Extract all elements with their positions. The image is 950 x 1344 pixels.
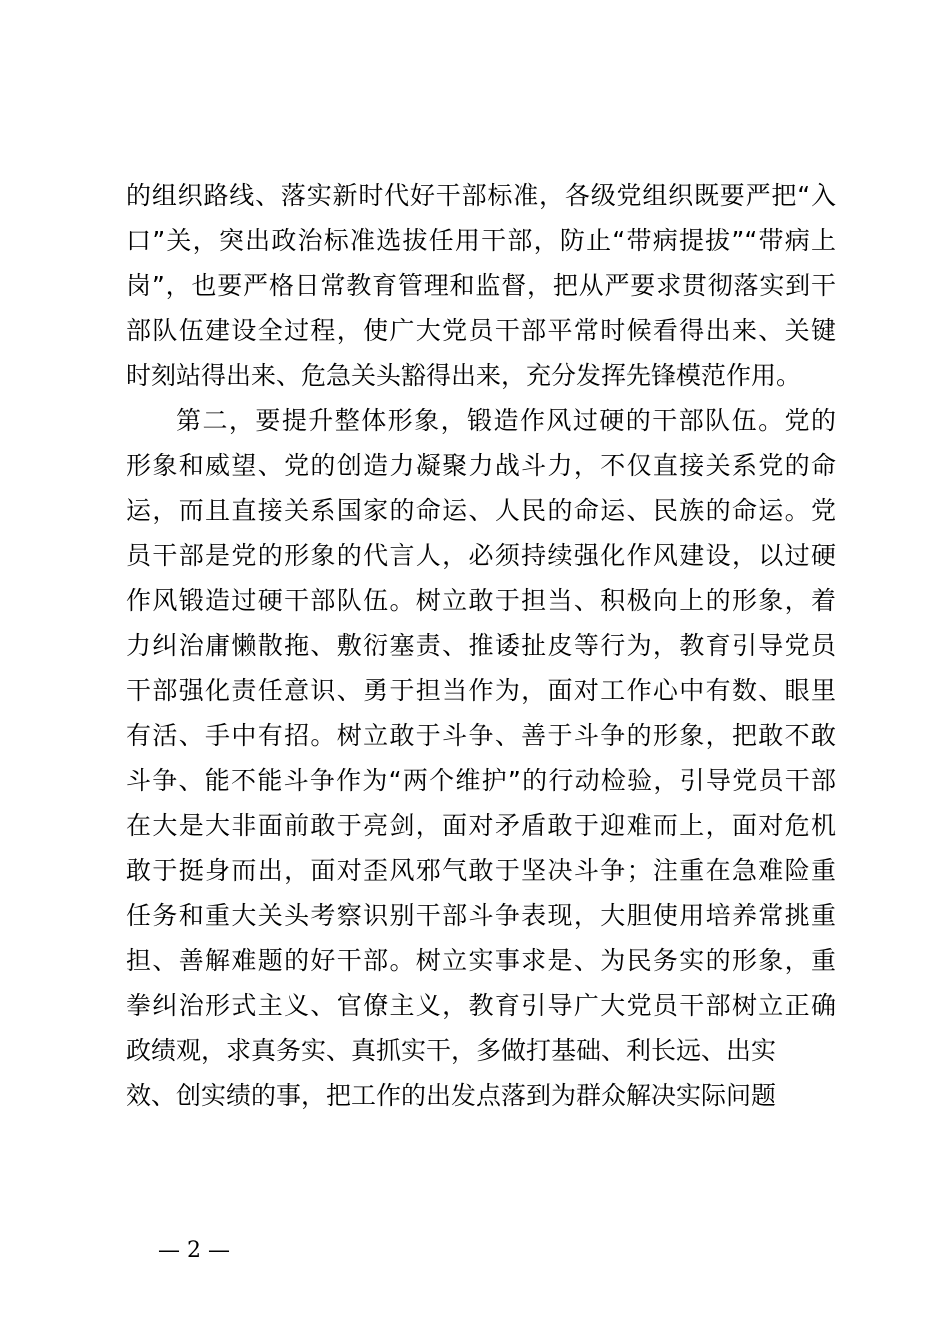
text-line: 干部强化责任意识、勇于担当作为，面对工作心中有数、眼里 xyxy=(126,676,836,705)
text-line: 拳纠治形式主义、官僚主义，教育引导广大党员干部树立正确 xyxy=(126,991,836,1020)
text-line: 员干部是党的形象的代言人，必须持续强化作风建设，以过硬 xyxy=(126,541,836,570)
text-line: 岗”，也要严格日常教育管理和监督，把从严要求贯彻落实到干 xyxy=(126,271,836,300)
text-line: 时刻站得出来、危急关头豁得出来，充分发挥先锋模范作用。 xyxy=(126,361,802,390)
body-text xyxy=(126,173,836,1118)
page-number: — 2 — xyxy=(158,1238,230,1263)
text-line: 的组织路线、落实新时代好干部标准，各级党组织既要严把“入 xyxy=(126,181,836,210)
text-line: 任务和重大关头考察识别干部斗争表现，大胆使用培养常挑重 xyxy=(126,901,836,930)
text-line: 在大是大非面前敢于亮剑，面对矛盾敢于迎难而上，面对危机 xyxy=(126,811,836,840)
text-line: 斗争、能不能斗争作为“两个维护”的行动检验，引导党员干部 xyxy=(126,766,836,795)
text-line: 作风锻造过硬干部队伍。树立敢于担当、积极向上的形象，着 xyxy=(126,586,836,615)
text-line: 效、创实绩的事，把工作的出发点落到为群众解决实际问题 xyxy=(126,1081,777,1110)
text-line: 形象和威望、党的创造力凝聚力战斗力，不仅直接关系党的命 xyxy=(126,451,836,480)
text-line: 担、善解难题的好干部。树立实事求是、为民务实的形象，重 xyxy=(126,946,836,975)
text-line: 力纠治庸懒散拖、敷衍塞责、推诿扯皮等行为，教育引导党员 xyxy=(126,631,836,660)
text-line: 部队伍建设全过程，使广大党员干部平常时候看得出来、关键 xyxy=(126,316,836,345)
text-line: 敢于挺身而出，面对歪风邪气敢于坚决斗争；注重在急难险重 xyxy=(126,856,836,885)
text-line: 运，而且直接关系国家的命运、人民的命运、民族的命运。党 xyxy=(126,496,836,525)
text-line: 口”关，突出政治标准选拔任用干部，防止“带病提拔”“带病上 xyxy=(126,226,836,255)
text-line: 政绩观，求真务实、真抓实干，多做打基础、利长远、出实 xyxy=(126,1036,777,1065)
text-line: 有活、手中有招。树立敢于斗争、善于斗争的形象，把敢不敢 xyxy=(126,721,836,750)
text-line: 第二，要提升整体形象，锻造作风过硬的干部队伍。党的 xyxy=(176,406,836,435)
